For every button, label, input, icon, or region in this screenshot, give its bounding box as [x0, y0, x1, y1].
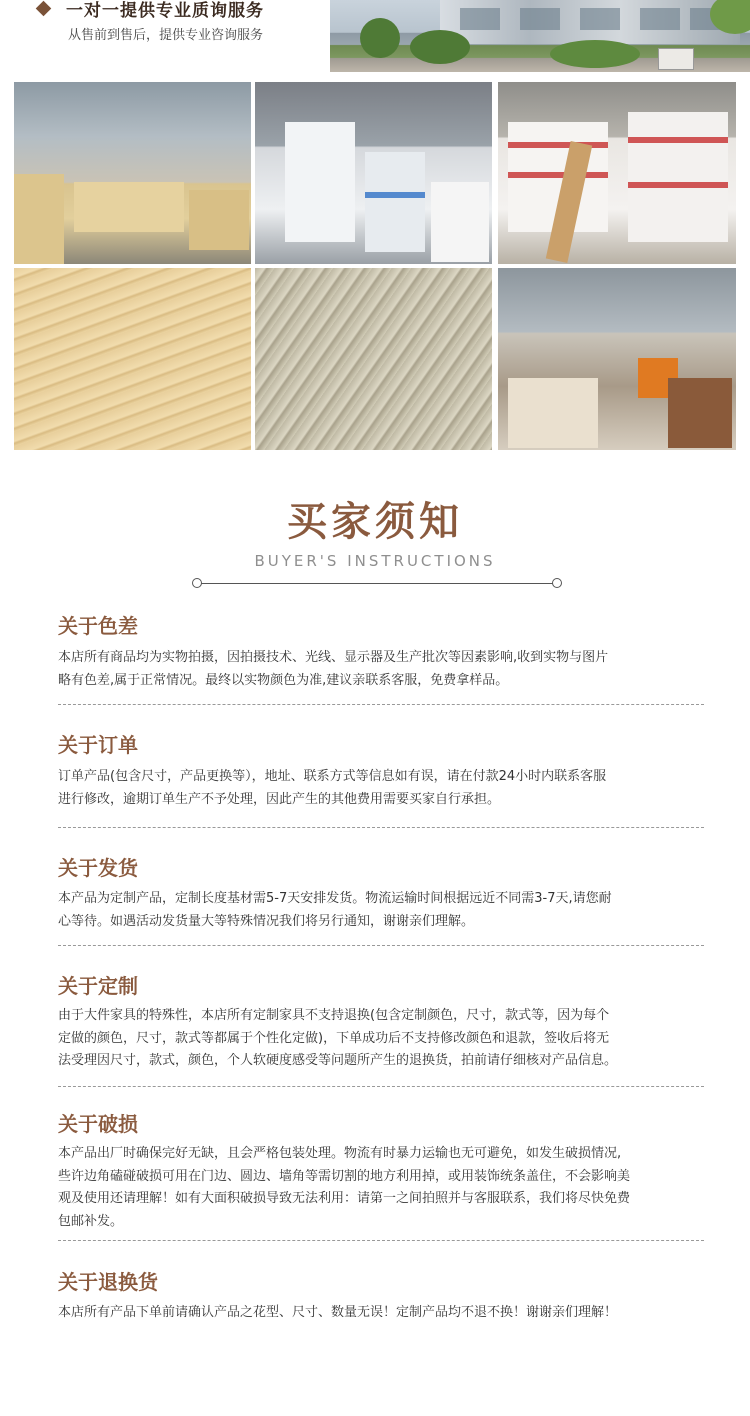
section-body-shipping	[58, 888, 698, 933]
box-stack	[431, 182, 489, 262]
spc-boxes-photo	[498, 82, 736, 264]
box-stack	[365, 152, 425, 252]
banner-subtitle: 从售前到售后，提供专业咨询服务	[68, 28, 264, 43]
section-body-customization	[58, 1005, 698, 1073]
packaged-goods-photo	[255, 82, 492, 264]
text-line: 本产品为定制产品，定制长度基材需5-7天安排发货。物流运输时间根据远近不同需3-7天,请您耐	[58, 891, 612, 906]
label-stripe	[628, 137, 728, 143]
dashed-divider	[58, 1086, 704, 1087]
section-body-returns	[58, 1302, 698, 1325]
factory-photo-grid	[14, 82, 736, 450]
divider-dot-icon	[552, 578, 562, 588]
text-line: 包邮补发。	[58, 1213, 124, 1229]
window	[460, 8, 500, 30]
text-line: 略有色差,属于正常情况。最终以实物颜色为准,建议亲联系客服，免费拿样品。	[58, 672, 509, 688]
section-title-returns: 关于退换货	[58, 1270, 158, 1294]
label-stripe	[508, 142, 608, 148]
banner-title: 一对一提供专业质询服务	[66, 1, 264, 21]
section-title-color-difference: 关于色差	[58, 614, 138, 638]
production-workshop-photo	[498, 268, 736, 450]
label-stripe	[365, 192, 425, 198]
dashed-divider	[58, 827, 704, 828]
factory-exterior-photo	[330, 0, 750, 72]
box-stack	[285, 122, 355, 242]
dashed-divider	[58, 1240, 704, 1241]
board-cross-section-photo	[14, 268, 251, 450]
tree	[410, 30, 470, 64]
dashed-divider	[58, 704, 704, 705]
text-line: 法受理因尺寸，款式，颜色，个人软硬度感受等问题所产生的退换货，拍前请仔细核对产品信息。	[58, 1053, 618, 1068]
text-line: 本店所有商品均为实物拍摄，因拍摄技术、光线、显示器及生产批次等因素影响,收到实物与图片	[58, 650, 609, 665]
box-stack	[628, 112, 728, 242]
dashed-divider	[58, 945, 704, 946]
text-line: 定做的颜色，尺寸，款式等都属于个性化定做)，下单成功后不支持修改颜色和退款，签收后将无	[58, 1030, 610, 1046]
page-subtitle: BUYER'S INSTRUCTIONS	[254, 552, 496, 570]
service-banner	[0, 0, 750, 72]
board-stack	[508, 378, 598, 448]
warehouse-boards-photo	[14, 82, 251, 264]
text-line: 观及使用还请理解！如有大面积破损导致无法利用：请第一之间拍照并与客服联系，我们将尽快免费	[58, 1191, 631, 1206]
text-line: 订单产品(包含尺寸，产品更换等），地址、联系方式等信息如有误，请在付款24小时内联系客服	[58, 769, 607, 784]
board-stack	[14, 174, 64, 264]
window	[640, 8, 680, 30]
tree	[360, 18, 400, 58]
section-title-orders: 关于订单	[58, 733, 138, 757]
label-stripe	[508, 172, 608, 178]
label-stripe	[628, 182, 728, 188]
window	[580, 8, 620, 30]
divider-dot-icon	[192, 578, 202, 588]
section-body-orders	[58, 766, 698, 811]
tree	[550, 40, 640, 68]
text-line: 由于大件家具的特殊性，本店所有定制家具不支持退换(包含定制颜色，尺寸，款式等，因为每个	[58, 1008, 610, 1023]
air-conditioner	[658, 48, 694, 70]
decorative-divider	[196, 583, 556, 584]
board-stack	[74, 182, 184, 232]
section-title-customization: 关于定制	[58, 974, 138, 998]
page-title: 买家须知	[287, 499, 463, 545]
text-line: 心等待。如遇活动发货量大等特殊情况我们将另行通知，谢谢亲们理解。	[58, 913, 475, 929]
factory-building	[440, 0, 740, 44]
board-stack	[189, 190, 249, 250]
text-line: 本店所有产品下单前请确认产品之花型、尺寸、数量无误！定制产品均不退不换！谢谢亲们理解！	[58, 1305, 618, 1320]
section-body-damage	[58, 1143, 698, 1233]
profile-cross-section-photo	[255, 268, 492, 450]
window	[520, 8, 560, 30]
section-body-color-difference	[58, 647, 698, 692]
text-line: 些许边角磕碰破损可用在门边、圆边、墙角等需切割的地方利用掉，或用装饰统条盖住，不会影响美	[58, 1168, 631, 1184]
board-stack	[668, 378, 732, 448]
text-line: 进行修改，逾期订单生产不予处理，因此产生的其他费用需要买家自行承担。	[58, 791, 501, 807]
section-title-shipping: 关于发货	[58, 856, 138, 880]
text-line: 本产品出厂时确保完好无缺，且会严格包装处理。物流有时暴力运输也无可避免，如发生破损情况,	[58, 1146, 622, 1161]
diamond-icon	[36, 1, 52, 17]
section-title-damage: 关于破损	[58, 1112, 138, 1136]
